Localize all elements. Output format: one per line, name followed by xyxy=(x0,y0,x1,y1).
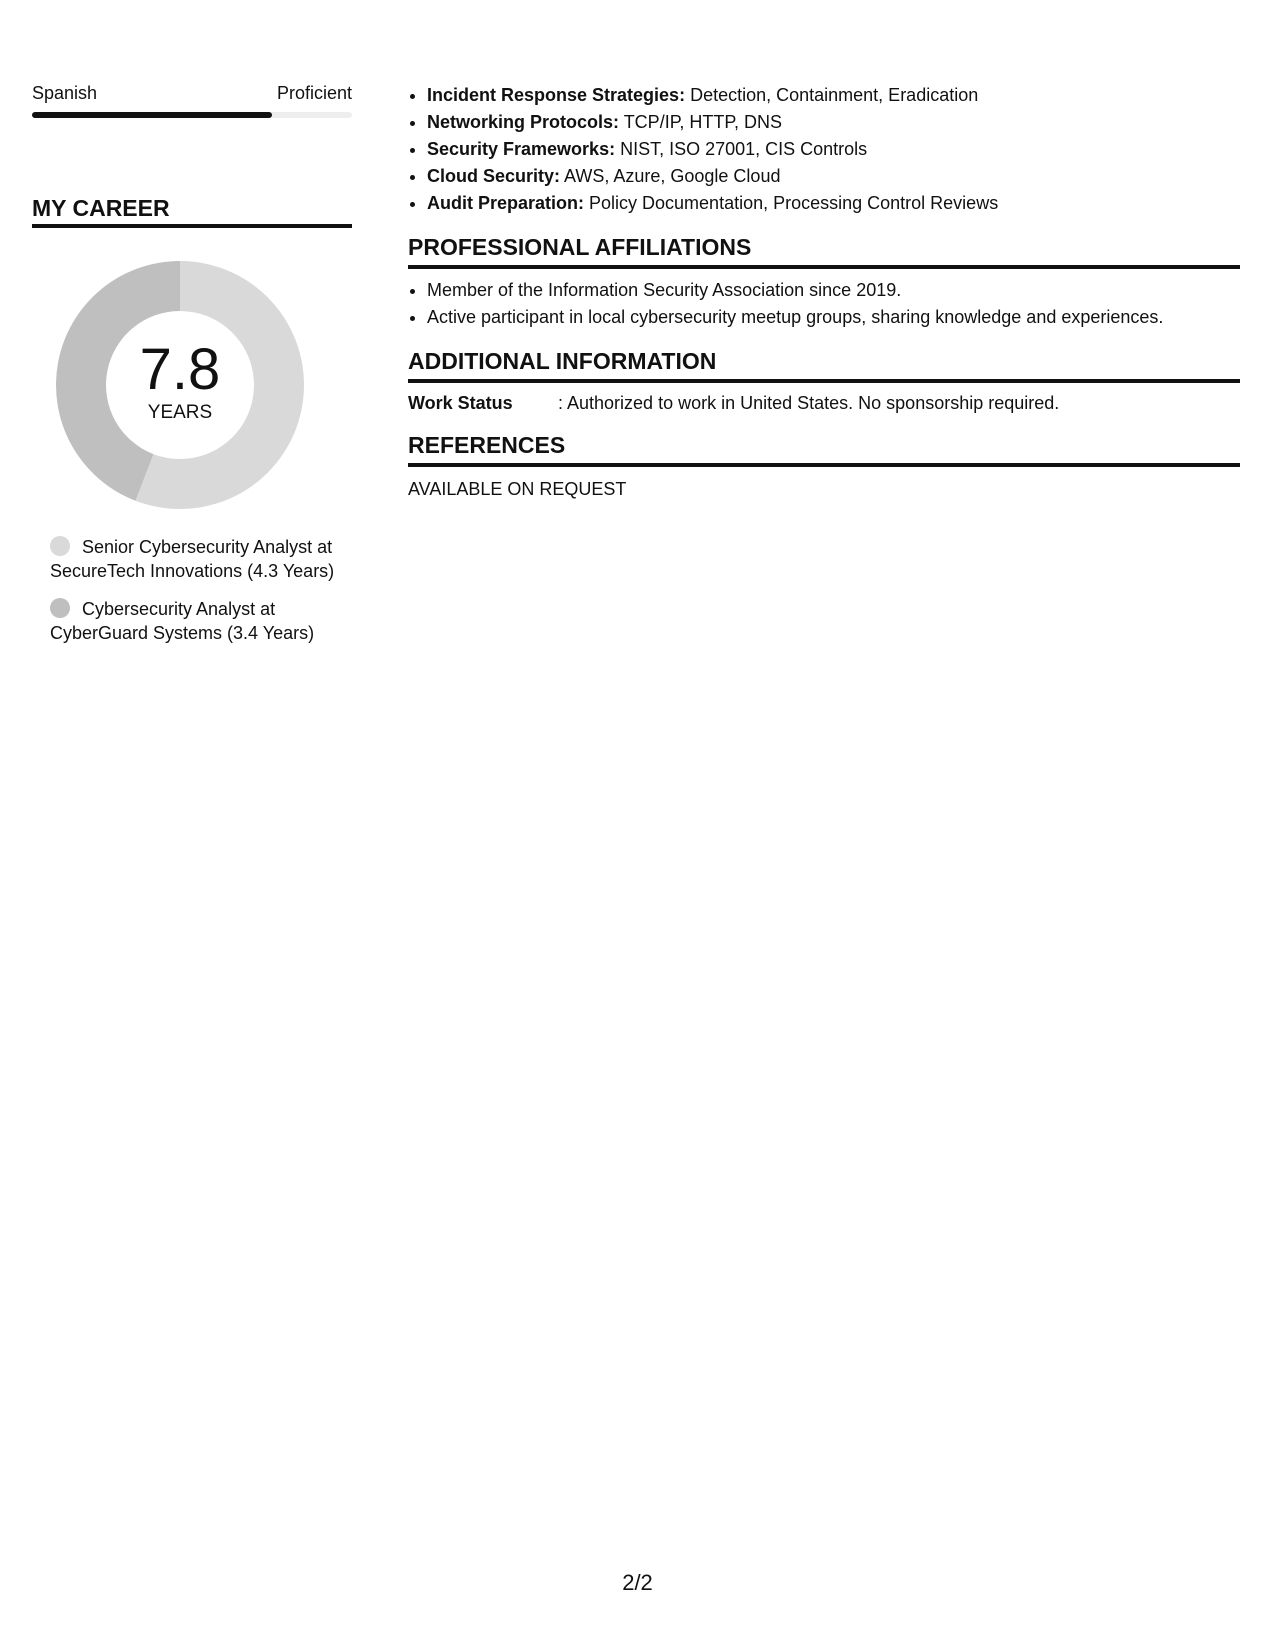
references-heading: REFERENCES xyxy=(408,431,1240,467)
career-heading: MY CAREER xyxy=(32,194,352,228)
sidebar xyxy=(32,82,352,659)
language-proficiency-bar xyxy=(32,112,352,118)
legend-dot-icon xyxy=(50,536,70,556)
language-proficiency-fill xyxy=(32,112,272,118)
skill-item xyxy=(427,163,1240,190)
career-legend xyxy=(50,535,340,645)
language-name: Spanish xyxy=(32,83,98,103)
affiliation-item: • Member of the Information Security Association since 2019. xyxy=(427,277,1240,304)
language-row xyxy=(32,82,352,104)
skill-item xyxy=(427,82,1240,109)
skill-value: TCP/IP, HTTP, DNS xyxy=(619,112,783,132)
skill-value: Detection, Containment, Eradication xyxy=(685,85,979,105)
career-total-years: 7.8 xyxy=(139,337,221,402)
skill-label: Incident Response Strategies: xyxy=(427,85,686,105)
page-number: 2/2 xyxy=(622,1570,653,1595)
career-legend-item xyxy=(50,535,340,583)
skill-value: AWS, Azure, Google Cloud xyxy=(560,166,781,186)
work-status-row xyxy=(408,391,1240,415)
skill-label: Audit Preparation: xyxy=(427,193,585,213)
legend-label: Senior Cybersecurity Analyst at SecureTech Innovations (4.3 Years) xyxy=(50,537,335,581)
skill-label: Networking Protocols: xyxy=(427,112,620,132)
references-text: AVAILABLE ON REQUEST xyxy=(408,479,627,499)
legend-label: Cybersecurity Analyst at CyberGuard Systems (3.4 Years) xyxy=(50,599,315,643)
skill-label: Cloud Security: xyxy=(427,166,561,186)
affiliations-heading: PROFESSIONAL AFFILIATIONS xyxy=(408,233,1240,269)
affiliation-item: • Active participant in local cybersecurity meetup groups, sharing knowledge and experiences. xyxy=(427,304,1240,331)
work-status-value: : Authorized to work in United States. No sponsorship required. xyxy=(558,393,1060,413)
donut-center xyxy=(56,261,304,509)
skill-value: NIST, ISO 27001, CIS Controls xyxy=(615,139,868,159)
skill-item xyxy=(427,136,1240,163)
skill-item xyxy=(427,109,1240,136)
legend-dot-icon xyxy=(50,598,70,618)
skill-item xyxy=(427,190,1240,217)
career-total-unit: YEARS xyxy=(147,402,213,423)
main-content xyxy=(408,82,1240,501)
language-level: Proficient xyxy=(276,83,352,103)
work-status-label: Work Status xyxy=(408,393,513,413)
skill-label: Security Frameworks: xyxy=(427,139,616,159)
skills-list xyxy=(408,82,1240,217)
affiliations-list xyxy=(408,277,1240,331)
additional-info-heading: ADDITIONAL INFORMATION xyxy=(408,347,1240,383)
career-legend-item xyxy=(50,597,340,645)
skill-value: Policy Documentation, Processing Control Reviews xyxy=(584,193,999,213)
career-donut-chart xyxy=(56,261,304,509)
